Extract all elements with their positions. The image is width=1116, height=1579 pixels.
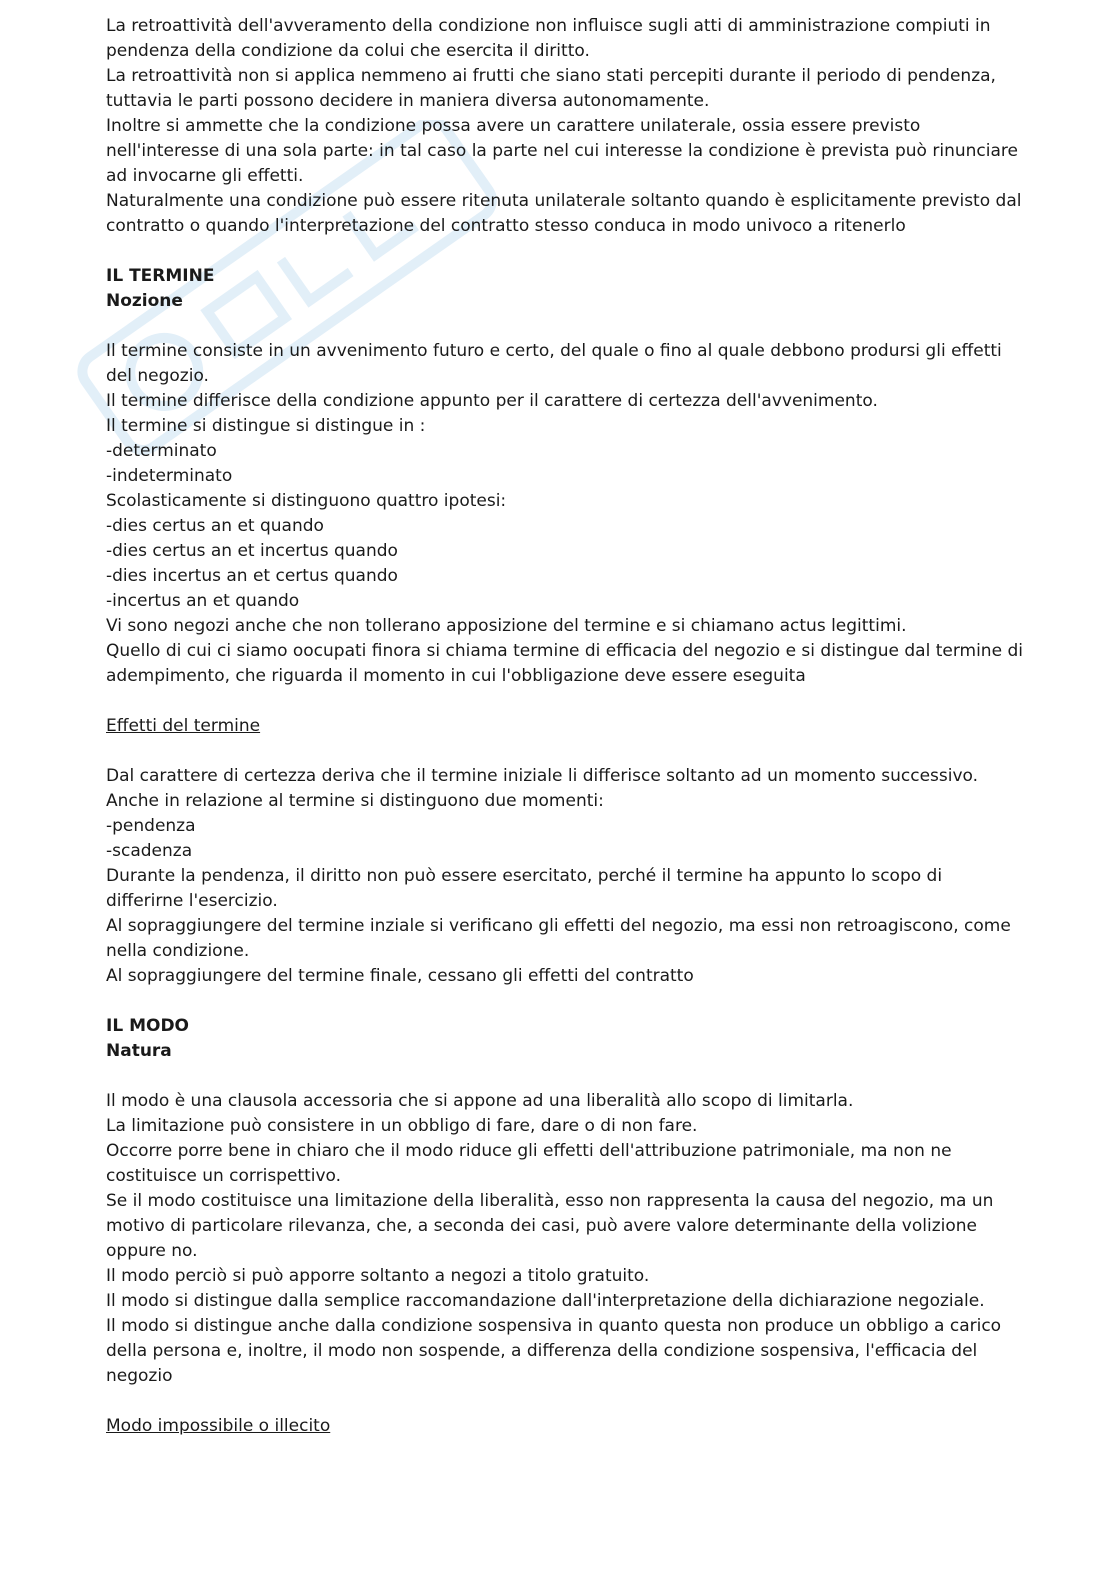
blank-line <box>106 989 1016 1014</box>
text-line: nella condizione. <box>106 941 250 961</box>
text-line: Se il modo costituisce una limitazione della liberalità, esso non rappresenta la causa del negozio, ma un <box>106 1191 994 1211</box>
text-line: -dies certus an et incertus quando <box>106 541 398 561</box>
text-line: La retroattività non si applica nemmeno ai frutti che siano stati percepiti durante il periodo di pendenza, <box>106 66 996 86</box>
text-line: adempimento, che riguarda il momento in cui l'obbligazione deve essere eseguita <box>106 666 806 686</box>
text-line: Il modo è una clausola accessoria che si appone ad una liberalità allo scopo di limitarla. <box>106 1091 854 1111</box>
text-line: oppure no. <box>106 1241 198 1261</box>
text-line: della persona e, inoltre, il modo non sospende, a differenza della condizione sospensiva, l'efficacia del <box>106 1341 978 1361</box>
text-line: contratto o quando l'interpretazione del contratto stesso conduca in modo univoco a ritenerlo <box>106 216 906 236</box>
section-heading: IL TERMINE <box>106 266 215 286</box>
text-line: -determinato <box>106 441 217 461</box>
text-line: Il termine si distingue si distingue in : <box>106 416 426 436</box>
text-line: Quello di cui ci siamo oocupati finora si chiama termine di efficacia del negozio e si distingue dal termine di <box>106 641 1023 661</box>
text-line: Il modo si distingue anche dalla condizione sospensiva in quanto questa non produce un obbligo a carico <box>106 1316 1002 1336</box>
text-line: -dies incertus an et certus quando <box>106 566 398 586</box>
document-page <box>106 14 1023 1439</box>
blank-line <box>106 1064 1016 1089</box>
section-subheading: Modo impossibile o illecito <box>106 1416 331 1436</box>
text-line: negozio <box>106 1366 173 1386</box>
text-line: del negozio. <box>106 366 209 386</box>
section-subheading: Effetti del termine <box>106 716 261 736</box>
text-line: La limitazione può consistere in un obbligo di fare, dare o di non fare. <box>106 1116 698 1136</box>
text-line: tuttavia le parti possono decidere in maniera diversa autonomamente. <box>106 91 710 111</box>
section-heading: IL MODO <box>106 1016 190 1036</box>
blank-line <box>106 239 1016 264</box>
blank-line <box>106 739 1016 764</box>
text-line: Vi sono negozi anche che non tollerano apposizione del termine e si chiamano actus legittimi. <box>106 616 907 636</box>
text-line: Al sopraggiungere del termine inziale si verificano gli effetti del negozio, ma essi non retroagiscono, come <box>106 916 1011 936</box>
text-line: pendenza della condizione da colui che esercita il diritto. <box>106 41 590 61</box>
text-line: motivo di particolare rilevanza, che, a seconda dei casi, può avere valore determinante della volizione <box>106 1216 977 1236</box>
text-line: -indeterminato <box>106 466 233 486</box>
text-line: -scadenza <box>106 841 193 861</box>
text-line: Al sopraggiungere del termine finale, cessano gli effetti del contratto <box>106 966 694 986</box>
section-heading: Nozione <box>106 291 183 311</box>
text-line: La retroattività dell'avveramento della condizione non influisce sugli atti di amministrazione compiuti in <box>106 16 991 36</box>
text-line: Il modo perciò si può apporre soltanto a negozi a titolo gratuito. <box>106 1266 650 1286</box>
text-line: Scolasticamente si distinguono quattro ipotesi: <box>106 491 507 511</box>
text-line: ad invocarne gli effetti. <box>106 166 304 186</box>
text-line: Durante la pendenza, il diritto non può essere esercitato, perché il termine ha appunto lo scopo di <box>106 866 943 886</box>
text-line: -pendenza <box>106 816 196 836</box>
text-line: Naturalmente una condizione può essere ritenuta unilaterale soltanto quando è esplicitamente previsto dal <box>106 191 1022 211</box>
text-line: differirne l'esercizio. <box>106 891 278 911</box>
text-line: Il termine differisce della condizione appunto per il carattere di certezza dell'avvenimento. <box>106 391 878 411</box>
text-line: Occorre porre bene in chiaro che il modo riduce gli effetti dell'attribuzione patrimoniale, ma non ne <box>106 1141 952 1161</box>
text-line: Inoltre si ammette che la condizione possa avere un carattere unilaterale, ossia essere previsto <box>106 116 921 136</box>
text-line: Il termine consiste in un avvenimento futuro e certo, del quale o fino al quale debbono prodursi gli effetti <box>106 341 1002 361</box>
blank-line <box>106 1389 1016 1414</box>
text-line: -dies certus an et quando <box>106 516 324 536</box>
text-line: costituisce un corrispettivo. <box>106 1166 342 1186</box>
section-heading: Natura <box>106 1041 172 1061</box>
text-line: -incertus an et quando <box>106 591 300 611</box>
text-line: Dal carattere di certezza deriva che il termine iniziale li differisce soltanto ad un momento successivo. <box>106 766 979 786</box>
text-line: nell'interesse di una sola parte: in tal caso la parte nel cui interesse la condizione è prevista può rinunciare <box>106 141 1018 161</box>
blank-line <box>106 314 1016 339</box>
text-line: Il modo si distingue dalla semplice raccomandazione dall'interpretazione della dichiarazione negoziale. <box>106 1291 985 1311</box>
blank-line <box>106 689 1016 714</box>
text-line: Anche in relazione al termine si distinguono due momenti: <box>106 791 604 811</box>
